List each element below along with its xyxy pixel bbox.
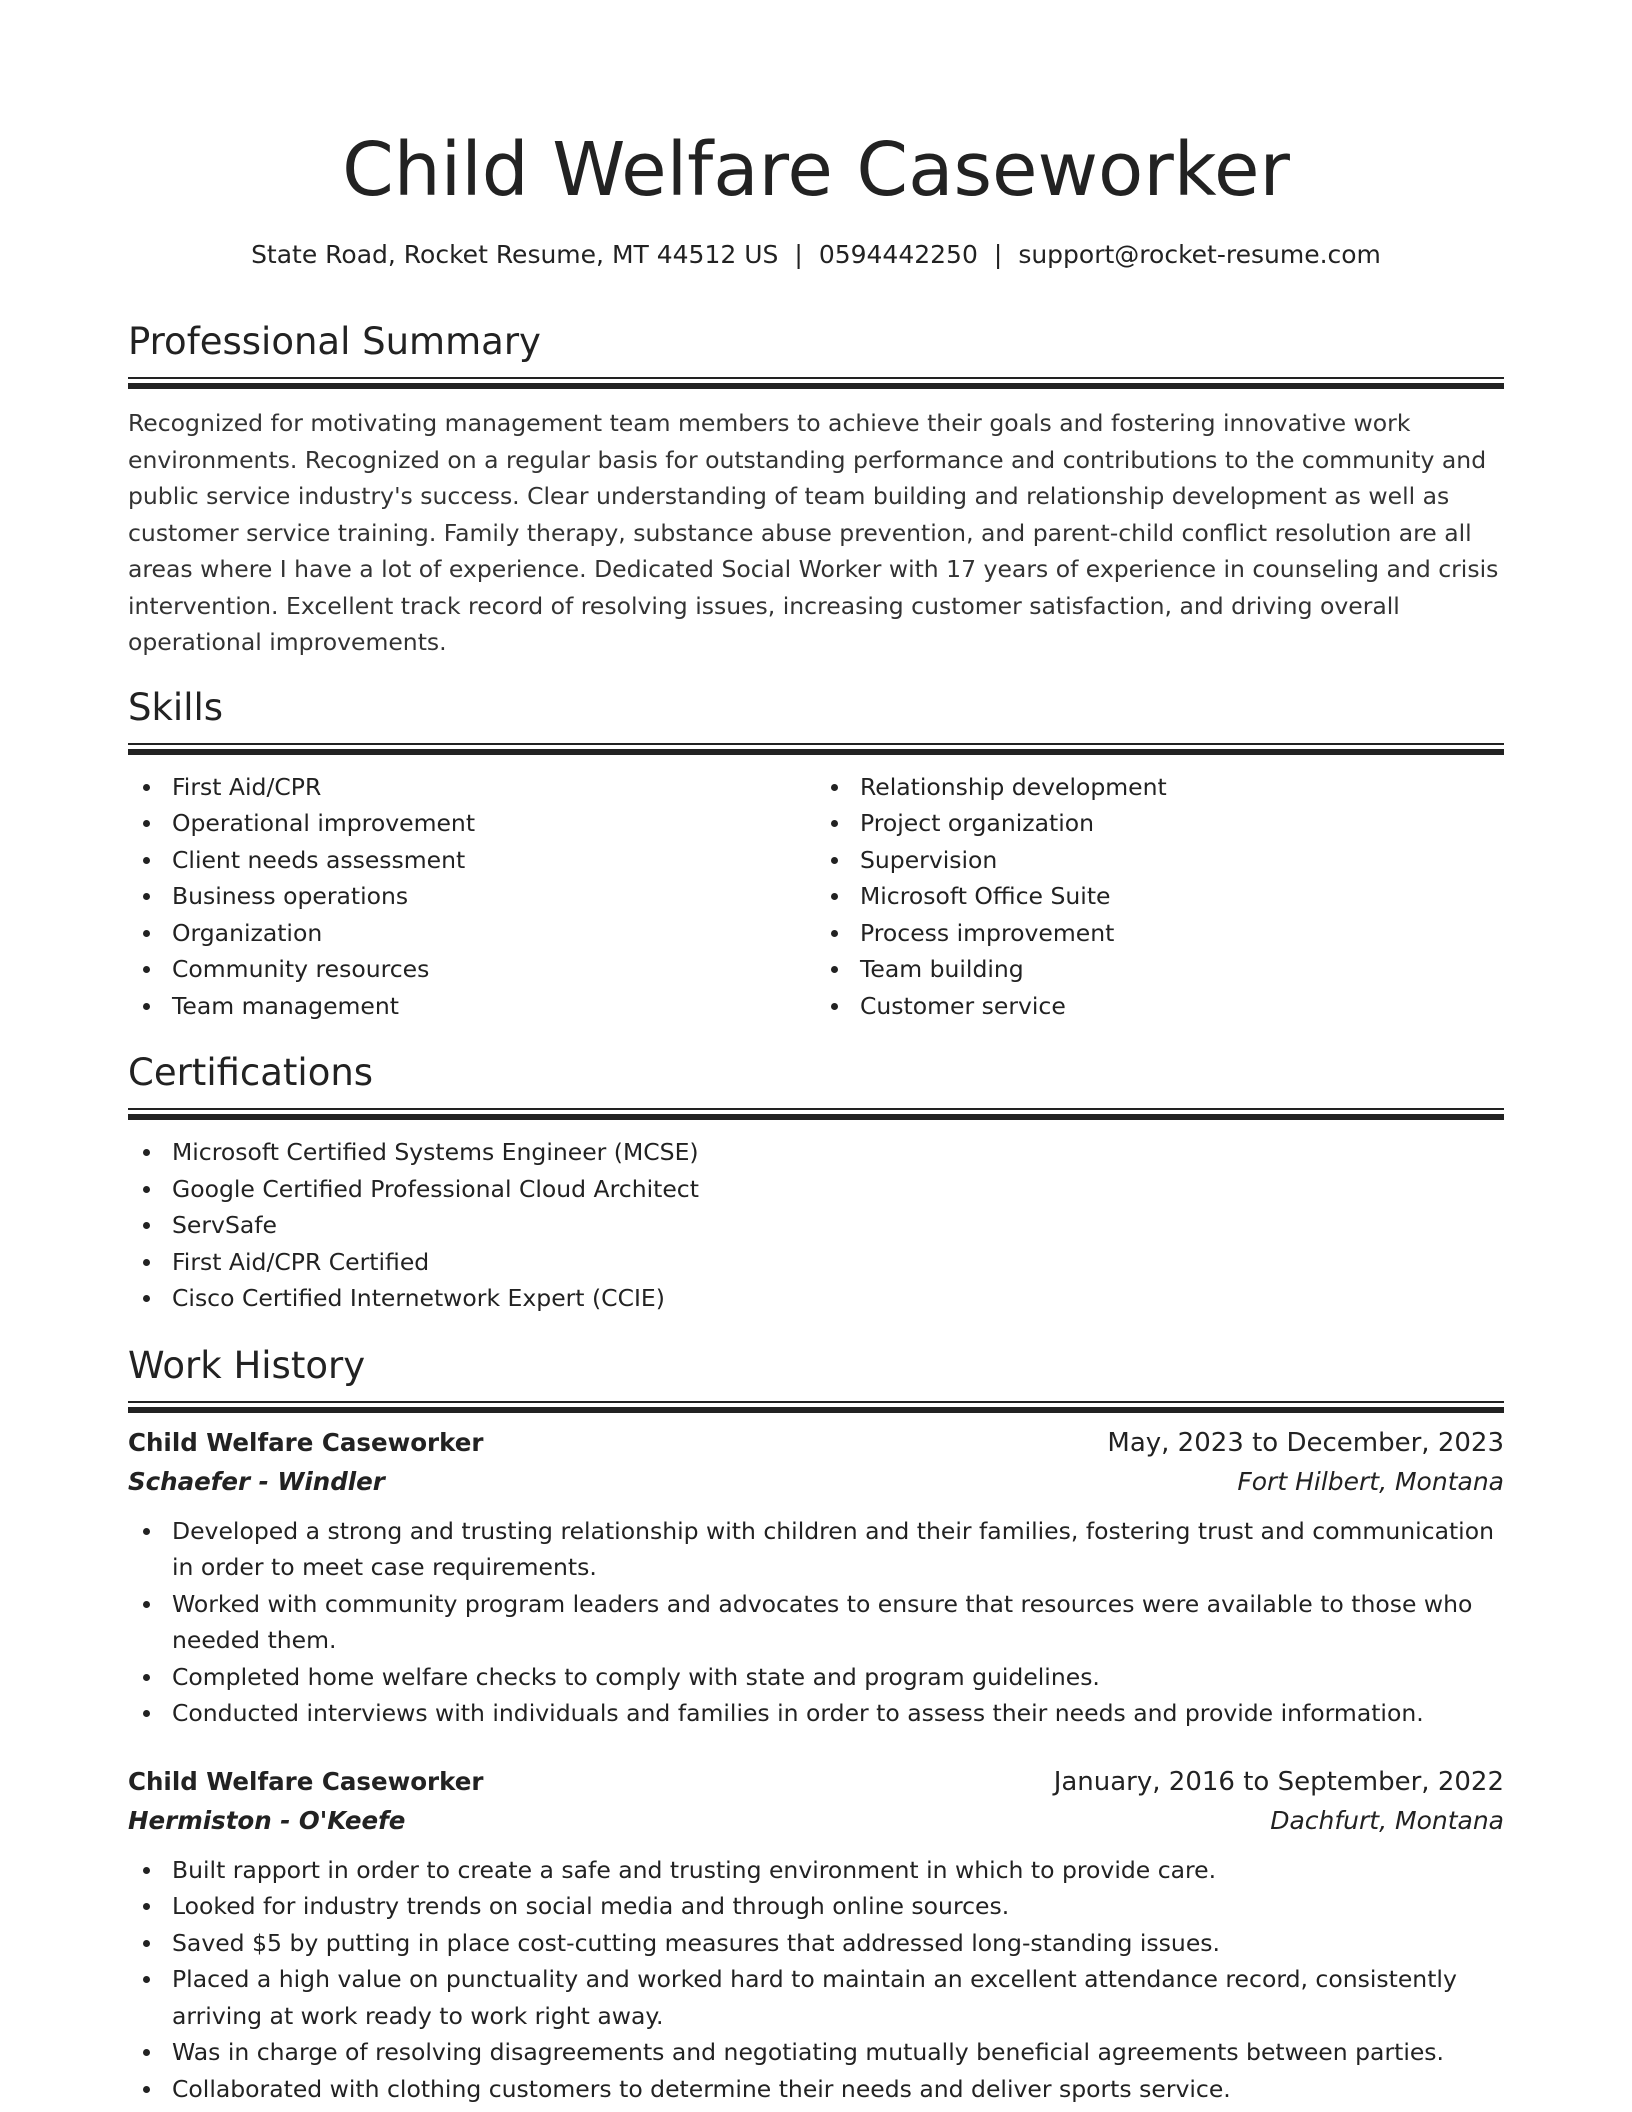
certification-item: Cisco Certified Internetwork Expert (CCIE): [128, 1280, 1504, 1317]
job-bullet: Completed home welfare checks to comply with state and program guidelines.: [128, 1659, 1504, 1696]
job-bullet: Collaborated with clothing customers to determine their needs and deliver sports service.: [128, 2071, 1504, 2108]
section-divider: [128, 1401, 1504, 1413]
contact-separator: |: [993, 240, 1003, 269]
job-entry: [128, 1762, 1504, 2108]
job-location: Fort Hilbert, Montana: [1237, 1466, 1504, 1496]
summary-heading: Professional Summary: [128, 320, 541, 363]
certifications-section: [128, 1050, 1504, 1317]
certification-item: First Aid/CPR Certified: [128, 1244, 1504, 1281]
job-bullet: Worked with community program leaders and advocates to ensure that resources were available to those who needed them.: [128, 1586, 1504, 1659]
skill-item: First Aid/CPR: [128, 769, 816, 806]
skills-heading: Skills: [128, 685, 224, 729]
candidate-name: Child Welfare Caseworker: [342, 127, 1290, 213]
certifications-list: [128, 1134, 1504, 1317]
job-company: Hermiston - O'Keefe: [128, 1805, 406, 1835]
skill-item: Microsoft Office Suite: [816, 878, 1504, 915]
certification-item: Google Certified Professional Cloud Architect: [128, 1171, 1504, 1208]
skill-item: Business operations: [128, 878, 816, 915]
skills-left-list: [128, 769, 816, 1025]
work-history-section: [128, 1343, 1504, 2108]
skill-item: Team management: [128, 988, 816, 1025]
job-bullet: Conducted interviews with individuals and families in order to assess their needs and provide information.: [128, 1695, 1504, 1732]
job-bullet-list: [128, 1852, 1504, 2108]
job-bullet: Looked for industry trends on social media and through online sources.: [128, 1888, 1504, 1925]
contact-address: State Road, Rocket Resume, MT 44512 US: [251, 240, 779, 269]
skills-section: [128, 685, 1504, 1025]
job-bullet: Built rapport in order to create a safe and trusting environment in which to provide care.: [128, 1852, 1504, 1889]
summary-section: [128, 319, 1504, 661]
skill-item: Client needs assessment: [128, 842, 816, 879]
job-header-row: [128, 1762, 1504, 1802]
work-history-heading: Work History: [128, 1343, 366, 1387]
summary-text: Recognized for motivating management team members to achieve their goals and fostering innovative work environments. Recognized on a regular basis for outstanding performance and contributions to the community and public service industry's success. Clear understanding of team building and relationship development as well as customer service training. Family therapy, substance abuse prevention, and parent-child conflict resolution are all areas where I have a lot of experience. Dedicated Social Worker with 17 years of experience in counseling and crisis intervention. Excellent track record of resolving issues, increasing customer satisfaction, and driving overall operational improvements.: [128, 409, 1499, 656]
job-bullet: Saved $5 by putting in place cost-cutting measures that addressed long-standing issues.: [128, 1925, 1504, 1962]
skill-item: Organization: [128, 915, 816, 952]
job-company-row: [128, 1802, 1504, 1840]
job-title: Child Welfare Caseworker: [128, 1766, 484, 1796]
job-dates: May, 2023 to December, 2023: [1107, 1427, 1504, 1458]
skill-item: Team building: [816, 951, 1504, 988]
skills-columns: [128, 769, 1504, 1025]
contact-phone: 0594442250: [818, 240, 978, 269]
resume-page: [128, 0, 1504, 2107]
section-divider: [128, 377, 1504, 389]
contact-separator: |: [794, 240, 803, 269]
job-company-row: [128, 1463, 1504, 1501]
job-title: Child Welfare Caseworker: [128, 1427, 484, 1457]
job-bullet: Was in charge of resolving disagreements and negotiating mutually beneficial agreements between parties.: [128, 2034, 1504, 2071]
skill-item: Customer service: [816, 988, 1504, 1025]
job-header-row: [128, 1423, 1504, 1463]
skill-item: Relationship development: [816, 769, 1504, 806]
contact-email[interactable]: support@rocket-resume.com: [1018, 240, 1381, 269]
skill-item: Supervision: [816, 842, 1504, 879]
job-company: Schaefer - Windler: [128, 1466, 385, 1496]
skills-right-list: [816, 769, 1504, 1025]
job-location: Dachfurt, Montana: [1270, 1805, 1504, 1835]
skill-item: Community resources: [128, 951, 816, 988]
certification-item: ServSafe: [128, 1207, 1504, 1244]
job-dates: January, 2016 to September, 2022: [1053, 1766, 1504, 1797]
job-bullet: Developed a strong and trusting relationship with children and their families, fostering trust and communication in order to meet case requirements.: [128, 1513, 1504, 1586]
skill-item: Process improvement: [816, 915, 1504, 952]
certifications-heading: Certifications: [128, 1051, 374, 1094]
contact-line: [128, 238, 1504, 272]
skill-item: Operational improvement: [128, 805, 816, 842]
job-bullet: Placed a high value on punctuality and worked hard to maintain an excellent attendance record, consistently arriving at work ready to work right away.: [128, 1961, 1504, 2034]
skill-item: Project organization: [816, 805, 1504, 842]
job-bullet-list: [128, 1513, 1504, 1732]
certification-item: Microsoft Certified Systems Engineer (MCSE): [128, 1134, 1504, 1171]
job-entry: [128, 1423, 1504, 1732]
section-divider: [128, 1108, 1504, 1120]
section-divider: [128, 743, 1504, 755]
